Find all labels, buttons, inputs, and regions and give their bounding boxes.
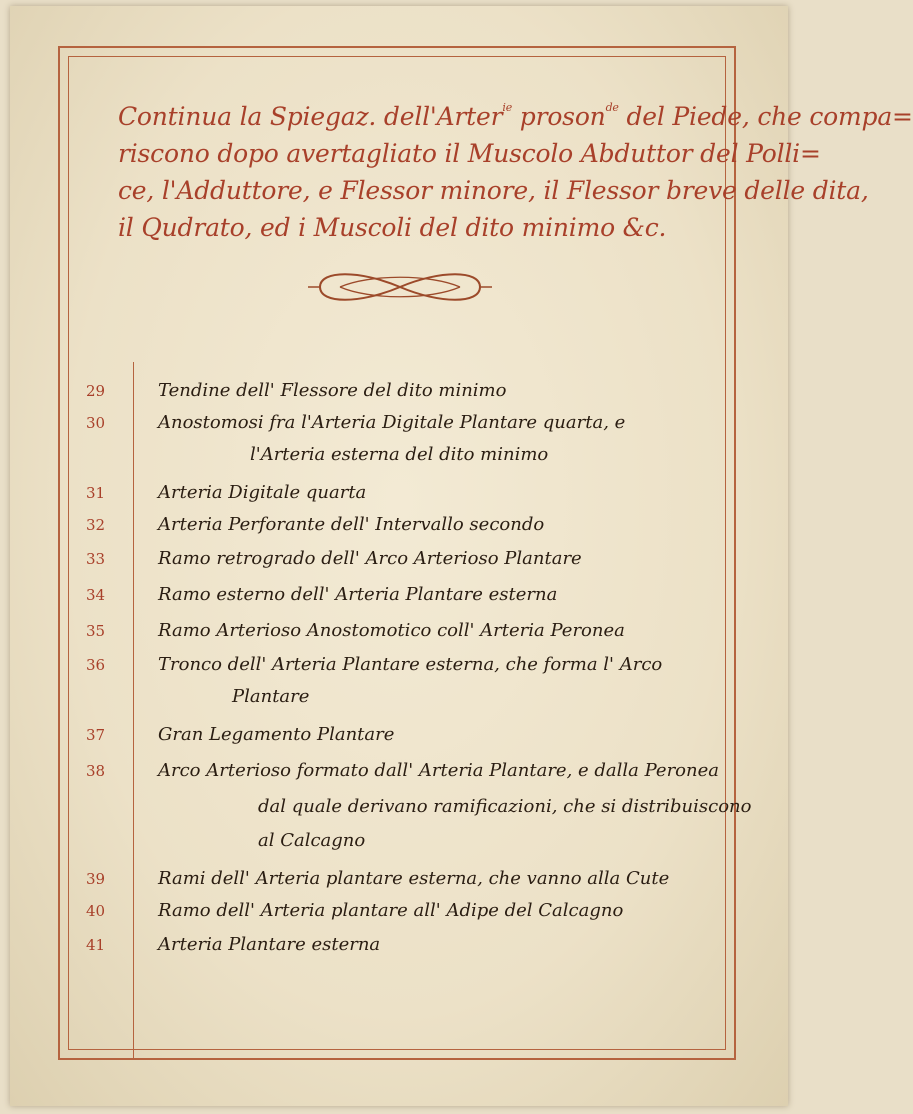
title-superscript: ie [502,101,513,114]
entry-number: 35 [86,622,106,640]
entry-text: Ramo Arterioso Anostomotico coll' Arteria Peronea [158,620,625,641]
title-text: del Piede, che compa= [618,102,913,131]
entry-number: 34 [86,586,106,604]
entry-number: 36 [86,656,106,674]
title-line-1 [118,98,913,135]
entry-text: Plantare [232,686,310,707]
entry-text: Tendine dell' Flessore del dito minimo [158,380,507,401]
entry-number: 31 [86,484,106,502]
entry-text: Anostomosi fra l'Arteria Digitale Plantare quarta, e [158,412,626,433]
page-title [118,98,913,246]
entry-number: 38 [86,762,106,780]
entry-number: 41 [86,936,106,954]
entry-text: Arco Arterioso formato dall' Arteria Plantare, e dalla Peronea [158,760,719,781]
entry-text: Arteria Digitale quarta [158,482,367,503]
title-text: proson [512,102,606,131]
calligraphic-flourish [300,262,500,312]
entry-text: Ramo dell' Arteria plantare all' Adipe del Calcagno [158,900,624,921]
title-line-2: riscono dopo avertagliato il Muscolo Abduttor del Polli= [118,139,821,168]
entry-text: l'Arteria esterna del dito minimo [250,444,549,465]
title-line-4: il Qudrato, ed i Muscoli del dito minimo &c. [118,213,667,242]
title-line-3: ce, l'Adduttore, e Flessor minore, il Flessor breve delle dita, [118,176,869,205]
entry-text: dal quale derivano ramificazioni, che si distribuiscono [258,796,752,817]
margin-rule [133,362,134,1060]
entry-text: Arteria Plantare esterna [158,934,381,955]
entry-number: 37 [86,726,106,744]
entry-text: Gran Legamento Plantare [158,724,395,745]
entry-text: Ramo retrogrado dell' Arco Arterioso Plantare [158,548,582,569]
entry-number: 29 [86,382,106,400]
entry-number: 40 [86,902,106,920]
entry-number: 33 [86,550,106,568]
title-text: Continua la Spiegaz. dell'Arter [118,102,503,131]
entry-text: al Calcagno [258,830,366,851]
entry-number: 39 [86,870,106,888]
title-superscript: de [605,101,619,114]
entry-text: Tronco dell' Arteria Plantare esterna, che forma l' Arco [158,654,663,675]
entry-number: 32 [86,516,106,534]
entry-text: Rami dell' Arteria plantare esterna, che vanno alla Cute [158,868,670,889]
entry-text: Arteria Perforante dell' Intervallo secondo [158,514,545,535]
entry-text: Ramo esterno dell' Arteria Plantare esterna [158,584,558,605]
entry-number: 30 [86,414,106,432]
